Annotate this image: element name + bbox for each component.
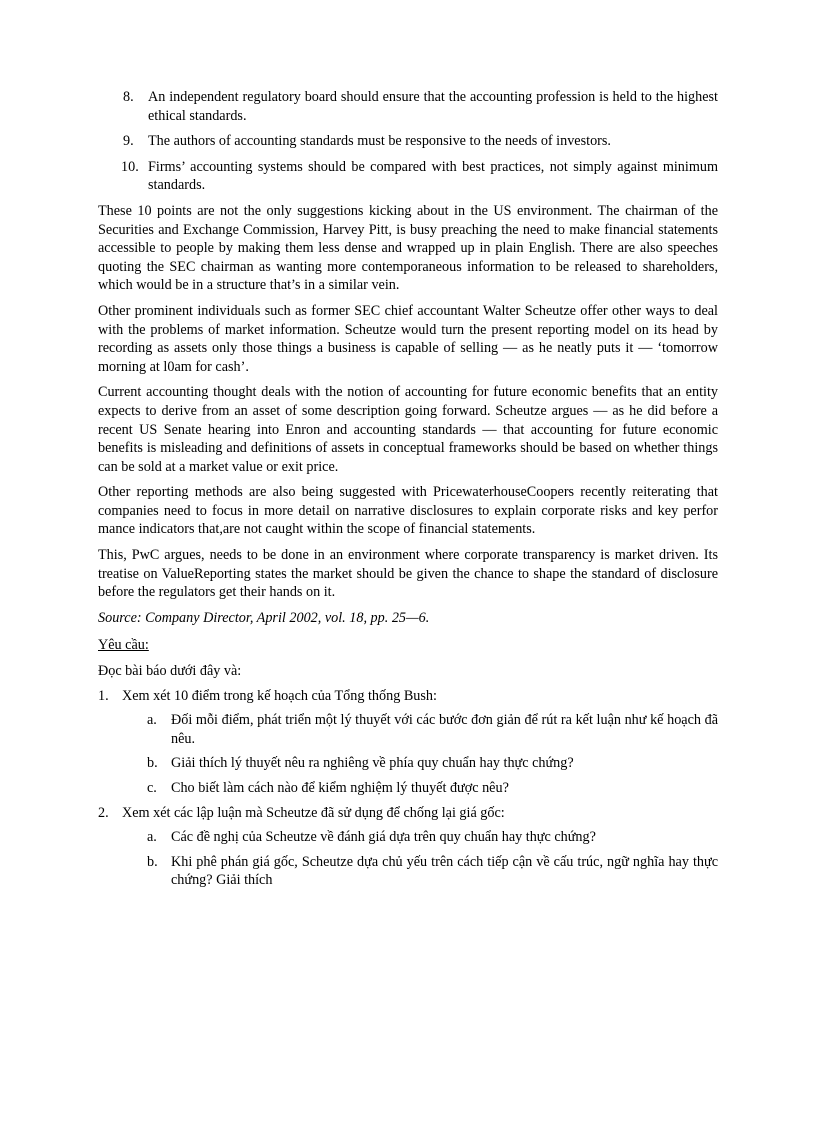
document-page	[98, 88, 718, 896]
sub-question-letter: a.	[147, 829, 157, 846]
sub-question-text: Đối mỗi điểm, phát triển một lý thuyết với các bước đơn giản để rút ra kết luận như kế hoạch đã nêu.	[171, 712, 718, 747]
body-paragraph: These 10 points are not the only suggestions kicking about in the US environment. The chairman of the Securities and Exchange Commission, Harvey Pitt, is busy preaching the need to make financial statements accessible to people by making them less dense and wrapped up in plain English. There are also speeches quoting the SEC chairman as wanting more contemporaneous information to be released to shareholders, which would be in a structure that’s in a similar vein.	[98, 202, 718, 294]
list-item	[98, 158, 718, 195]
list-item	[98, 88, 718, 125]
sub-question-letter: a.	[147, 712, 157, 729]
list-item-text: Firms’ accounting systems should be compared with best practices, not simply against minimum standards.	[148, 158, 718, 194]
sub-question	[98, 853, 718, 890]
sub-question-letter: b.	[147, 755, 158, 772]
requirement-heading: Yêu cầu:	[98, 637, 149, 654]
body-paragraph: Current accounting thought deals with the notion of accounting for future economic benefits that an entity expects to derive from an asset of some description going forward. Scheutze argues — as he did before a recent US Senate hearing into Enron and accounting standards — that accounting for future economic benefits is misleading and definitions of assets in conceptual frameworks should be based on whether things can be sold at a market value or exit price.	[98, 384, 718, 475]
question	[98, 804, 718, 823]
sub-question	[98, 828, 718, 847]
list-item-text: The authors of accounting standards must be responsive to the needs of investors.	[148, 133, 611, 150]
source-citation: Source: Company Director, April 2002, vol. 18, pp. 25—6.	[98, 609, 430, 626]
sub-question-text: Giải thích lý thuyết nêu ra nghiêng về phía quy chuẩn hay thực chứng?	[171, 755, 574, 772]
question-text: Xem xét các lập luận mà Scheutze đã sử dụng để chống lại giá gốc:	[122, 804, 505, 821]
instruction-text: Đọc bài báo dưới đây và:	[98, 663, 242, 680]
question-number: 1.	[98, 687, 109, 704]
list-item	[98, 132, 718, 151]
question-text: Xem xét 10 điểm trong kế hoạch của Tổng thống Bush:	[122, 687, 437, 704]
question	[98, 687, 718, 706]
sub-question-letter: c.	[147, 780, 157, 796]
sub-question-letter: b.	[147, 853, 158, 870]
list-item-number: 9.	[123, 133, 134, 150]
body-paragraph: This, PwC argues, needs to be done in an environment where corporate transparency is market driven. Its treatise on ValueReporting states the market should be given the chance to shape the standard of disclosure before the regulators get their hands on it.	[98, 547, 718, 601]
list-item-number: 8.	[123, 89, 134, 105]
sub-question-text: Khi phê phán giá gốc, Scheutze dựa chủ yếu trên cách tiếp cận về cấu trúc, ngữ nghĩa hay thực chứng? Giải thích	[171, 853, 718, 889]
list-item-text: An independent regulatory board should ensure that the accounting profession is held to the highest ethical standards.	[148, 89, 718, 124]
sub-question	[98, 711, 718, 748]
sub-question-text: Cho biết làm cách nào để kiểm nghiệm lý thuyết được nêu?	[171, 780, 509, 796]
sub-question	[98, 779, 718, 798]
body-paragraph: Other reporting methods are also being suggested with PricewaterhouseCoopers recently reiterating that companies need to focus in more detail on narrative disclosures to explain corporate risks and key perfor mance indicators that,are not caught within the scope of financial statements.	[98, 484, 718, 538]
body-paragraph: Other prominent individuals such as former SEC chief accountant Walter Scheutze offer other ways to deal with the problems of market information. Scheutze would turn the present reporting model on its head by recording as assets only those things a business is capable of selling — as he neatly puts it — ‘tomorrow morning at l0am for cash’.	[98, 302, 718, 375]
question-number: 2.	[98, 804, 109, 821]
sub-question	[98, 754, 718, 773]
list-item-number: 10.	[121, 158, 139, 175]
sub-question-text: Các đề nghị của Scheutze về đánh giá dựa trên quy chuẩn hay thực chứng?	[171, 829, 596, 846]
